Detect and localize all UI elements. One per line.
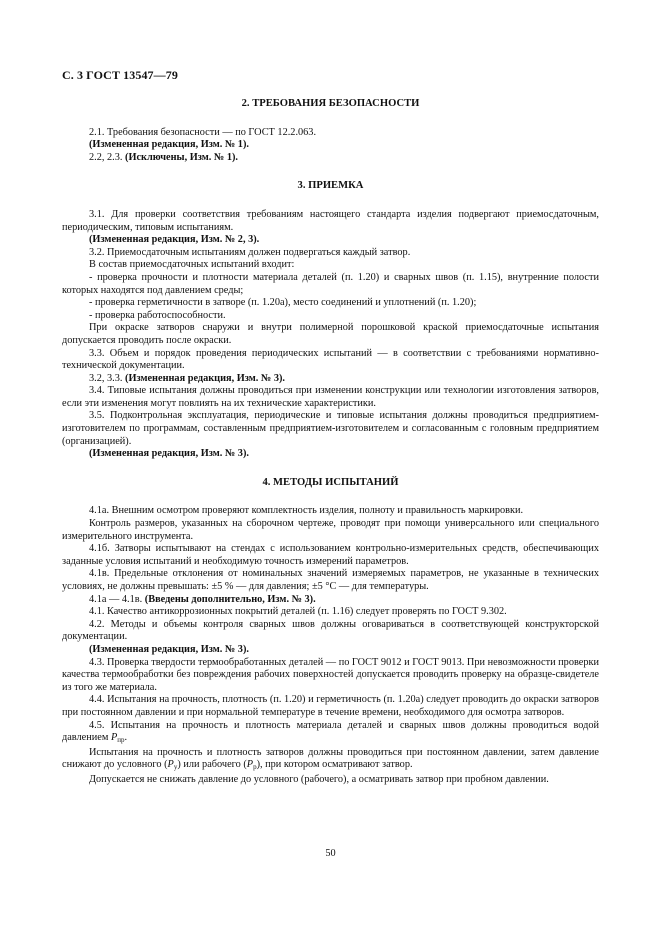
amendment-note: (Измененная редакция, Изм. № 2, 3). <box>89 234 260 246</box>
pressure-subscript: р <box>253 763 257 772</box>
paragraph <box>62 373 599 386</box>
paragraph: Допускается не снижать давление до условного (рабочего), а осматривать затвор при пробном давлении. <box>89 773 549 785</box>
amendment-note: (Введены дополнительно, Изм. № 3). <box>144 593 316 605</box>
paragraph: 2.1. Требования безопасности — по ГОСТ 12.2.063. <box>89 126 317 138</box>
text-run: ), при котором осматривают затвор. <box>256 759 413 771</box>
section-3-title: 3. ПРИЕМКА <box>297 180 364 192</box>
clause-ref: 3.2, 3.3. <box>89 372 126 384</box>
paragraph: 4.1а. Внешним осмотром проверяют комплектность изделия, полноту и правильность маркировки. <box>89 505 524 517</box>
section-4-title: 4. МЕТОДЫ ИСПЫТАНИЙ <box>262 476 399 488</box>
text-run: Испытания на прочность и плотность затворов должны проводиться при постоянном давлении, затем давление снижают до условного ( <box>62 746 599 771</box>
paragraph: При окраске затворов снаружи и внутри полимерной порошковой краской приемосдаточные испытания допускается проводить после окраски. <box>62 322 599 346</box>
amendment-note: (Измененная редакция, Изм. № 3). <box>125 372 285 384</box>
paragraph: 4.4. Испытания на прочность, плотность (п. 1.20) и герметичность (п. 1.20а) следует проводить до окраски затворов при постоянном давлении и при нормальной температуре в течение времени, необходимого для осмотра затворов. <box>62 694 599 718</box>
pressure-symbol: Р <box>246 759 254 771</box>
text-run: . <box>124 732 128 744</box>
paragraph: 3.1. Для проверки соответствия требованиям настоящего стандарта изделия подвергают приемосдаточным, периодическим, типовым испытаниям. <box>62 208 599 233</box>
clause-ref: 2.2, 2.3. <box>89 151 126 163</box>
pressure-subscript: пр <box>117 736 125 745</box>
paragraph: 4.2. Методы и объемы контроля сварных швов должны оговариваться в соответствующей конструкторской документации. <box>62 618 599 643</box>
section-2-title: 2. ТРЕБОВАНИЯ БЕЗОПАСНОСТИ <box>241 98 420 109</box>
clause-ref: 4.1а — 4.1в. <box>89 593 145 605</box>
paragraph <box>62 720 599 747</box>
pressure-subscript: у <box>173 763 178 772</box>
list-item: - проверка прочности и плотности материала деталей (п. 1.20) и сварных швов (п. 1.15), внутренние полости которых находятся под давлением среды; <box>62 271 599 296</box>
paragraph <box>62 594 599 607</box>
page-number: 50 <box>325 848 336 859</box>
amendment-note: (Измененная редакция, Изм. № 1). <box>89 139 249 151</box>
paragraph <box>62 747 599 774</box>
paragraph: 3.4. Типовые испытания должны проводиться при изменении конструкции или технологии изготовления затворов, если эти изменения могут повлиять на их технические характеристики. <box>62 385 599 409</box>
document-body <box>62 96 599 787</box>
paragraph: 4.1б. Затворы испытывают на стендах с использованием контрольно-измерительных средств, обеспечивающих заданные условия испытаний и необходимую точность измерений параметров. <box>62 543 599 567</box>
paragraph: В состав приемосдаточных испытаний входит: <box>89 259 295 271</box>
paragraph: 3.5. Подконтрольная эксплуатация, периодические и типовые испытания должны проводиться предприятием-изготовителем по программам, составленным предприятием-изготовителем и согласованным с головным предприятием (организацией). <box>62 410 599 447</box>
list-item: - проверка герметичности в затворе (п. 1.20а), место соединений и уплотнений (п. 1.20); <box>89 297 477 309</box>
list-item: - проверка работоспособности. <box>89 309 226 321</box>
amendment-note: (Измененная редакция, Изм. № 3). <box>89 448 249 460</box>
paragraph: 3.3. Объем и порядок проведения периодических испытаний — в соответствии с требованиями нормативно-технической документации. <box>62 347 599 372</box>
amendment-note: (Измененная редакция, Изм. № 3). <box>89 643 249 655</box>
paragraph: 4.1в. Предельные отклонения от номинальных значений измеряемых параметров, не указанные в технических условиях, не должны превышать: ±5 % — для давления; ±5 °С — для температуры. <box>62 568 599 592</box>
text-run: 4.5. Испытания на прочность и плотность материала деталей и сварных швов должны проводиться водой давлением <box>62 719 599 744</box>
paragraph: Контроль размеров, указанных на сборочном чертеже, проводят при помощи универсального или специального измерительного инструмента. <box>62 518 599 542</box>
amendment-note: (Исключены, Изм. № 1). <box>125 151 238 163</box>
paragraph: 4.1. Качество антикоррозионных покрытий деталей (п. 1.16) следует проверять по ГОСТ 9.302. <box>89 606 507 618</box>
pressure-symbol: Р <box>167 759 174 771</box>
paragraph <box>62 152 599 165</box>
paragraph: 4.3. Проверка твердости термообработанных деталей — по ГОСТ 9012 и ГОСТ 9013. При невозможности проверки качества термообработки без повреждения рабочих поверхностей допускается проводить проверку на образце-свидетеле из того же материала. <box>62 656 599 693</box>
text-run: ) или рабочего ( <box>177 759 247 771</box>
paragraph: 3.2. Приемосдаточным испытаниям должен подвергаться каждый затвор. <box>89 246 411 258</box>
pressure-symbol: Р <box>110 732 118 744</box>
page-header: С. 3 ГОСТ 13547—79 <box>62 68 178 82</box>
